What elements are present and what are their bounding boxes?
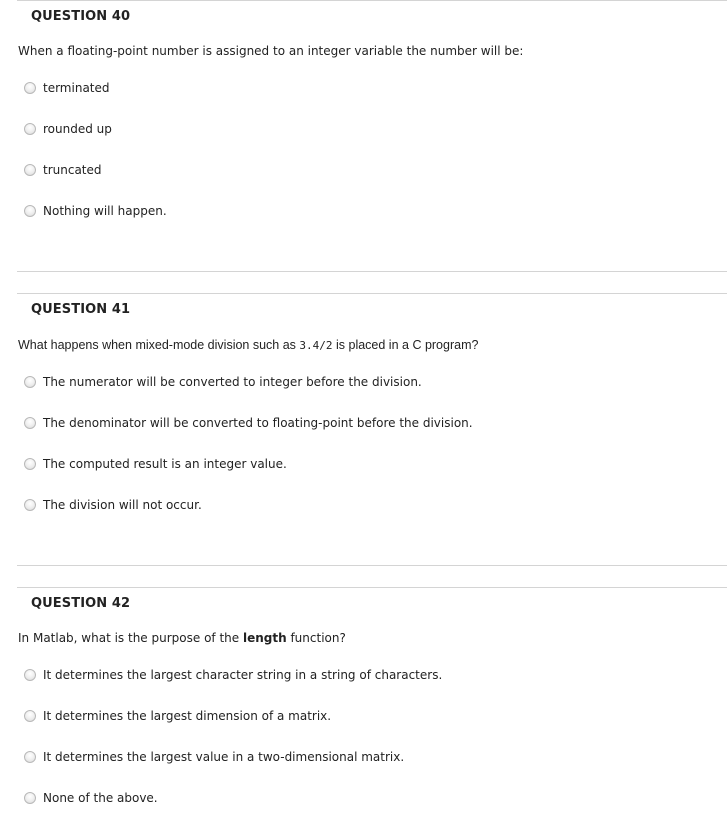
- question-text-part: What happens when mixed-mode division such as: [18, 338, 300, 352]
- answer-label[interactable]: truncated: [43, 163, 102, 177]
- section-divider: [17, 293, 727, 294]
- answer-label[interactable]: None of the above.: [43, 791, 158, 805]
- answer-option[interactable]: [24, 497, 202, 513]
- radio-button[interactable]: [24, 123, 36, 135]
- answer-option[interactable]: [24, 374, 422, 390]
- answer-option[interactable]: [24, 667, 442, 683]
- answer-option[interactable]: [24, 121, 112, 137]
- section-divider: [17, 271, 727, 272]
- question-text-part: function?: [286, 631, 346, 645]
- answer-label[interactable]: Nothing will happen.: [43, 204, 167, 218]
- radio-button[interactable]: [24, 669, 36, 681]
- question-text-part: In Matlab, what is the purpose of the: [18, 631, 243, 645]
- radio-button[interactable]: [24, 792, 36, 804]
- radio-button[interactable]: [24, 499, 36, 511]
- answer-label[interactable]: The numerator will be converted to integer before the division.: [43, 375, 422, 389]
- radio-button[interactable]: [24, 376, 36, 388]
- answer-label[interactable]: The division will not occur.: [43, 498, 202, 512]
- question-text: [18, 338, 478, 352]
- radio-button[interactable]: [24, 417, 36, 429]
- answer-label[interactable]: rounded up: [43, 122, 112, 136]
- answer-label[interactable]: The computed result is an integer value.: [43, 457, 287, 471]
- answer-option[interactable]: [24, 749, 404, 765]
- answer-option[interactable]: [24, 80, 110, 96]
- answer-label[interactable]: terminated: [43, 81, 110, 95]
- radio-button[interactable]: [24, 710, 36, 722]
- radio-button[interactable]: [24, 205, 36, 217]
- question-text: When a floating-point number is assigned to an integer variable the number will be:: [18, 44, 524, 58]
- radio-button[interactable]: [24, 82, 36, 94]
- answer-label[interactable]: The denominator will be converted to floating-point before the division.: [43, 416, 473, 430]
- question-title: QUESTION 42: [31, 596, 131, 611]
- question-text-part: is placed in a C program?: [332, 338, 479, 352]
- top-divider: [17, 0, 727, 1]
- answer-option[interactable]: [24, 415, 473, 431]
- section-divider: [17, 565, 727, 566]
- section-divider: [17, 587, 727, 588]
- code-snippet: 3.4/2: [299, 339, 333, 352]
- answer-label[interactable]: It determines the largest dimension of a matrix.: [43, 709, 332, 723]
- answer-option[interactable]: [24, 456, 287, 472]
- question-title: QUESTION 41: [31, 302, 131, 317]
- radio-button[interactable]: [24, 164, 36, 176]
- answer-option[interactable]: [24, 790, 158, 806]
- answer-option[interactable]: [24, 203, 167, 219]
- question-text: [18, 631, 346, 645]
- radio-button[interactable]: [24, 458, 36, 470]
- answer-option[interactable]: [24, 162, 102, 178]
- answer-label[interactable]: It determines the largest value in a two-dimensional matrix.: [43, 750, 405, 764]
- answer-label[interactable]: It determines the largest character string in a string of characters.: [43, 668, 443, 682]
- function-name: length: [242, 631, 287, 645]
- radio-button[interactable]: [24, 751, 36, 763]
- question-title: QUESTION 40: [31, 9, 131, 24]
- answer-option[interactable]: [24, 708, 331, 724]
